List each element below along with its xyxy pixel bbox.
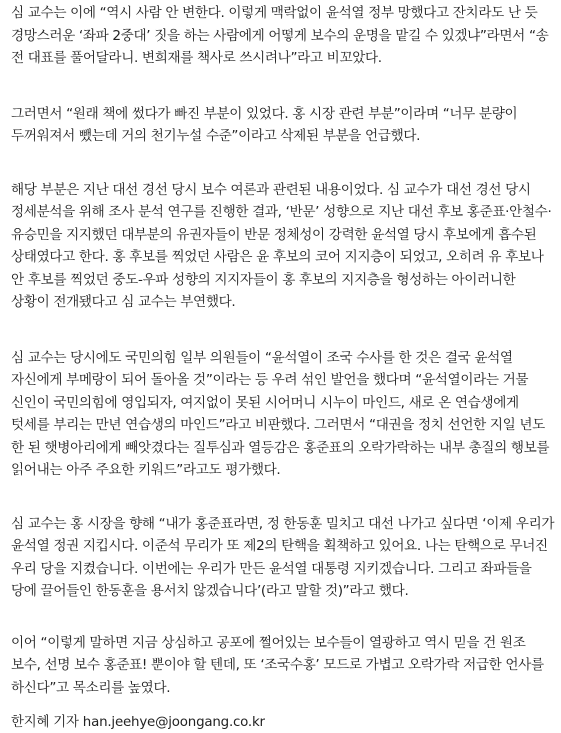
article-body <box>11 2 555 733</box>
reporter-name: 한지혜 기자 <box>11 715 79 730</box>
article-paragraph: 해당 부분은 지난 대선 경선 당시 보수 여론과 관련된 내용이었다. 심 교수가 대선 경선 당시 정세분석을 위해 조사 분석 연구를 진행한 결과, ‘반문’ 성향으로 지난 대선 후보 홍준표·안철수·유승민을 지지했던 대부분의 유권자들이 반문 정체성이 강력한 윤석열 당시 후보에게 흡수된 상태였다고 한다. 홍 후보를 찍었던 사람은 윤 후보의 코어 지지층이 되었고, 오히려 유 후보나 안 후보를 찍었던 중도-우파 성향의 지지자들이 홍 후보의 지지층을 형성하는 아이러니한 상황이 전개됐다고 심 교수는 부연했다. <box>11 181 552 310</box>
article-paragraph: 심 교수는 이에 “역시 사람 안 변한다. 이렇게 맥락없이 윤석열 정부 망했다고 잔치라도 난 듯 경망스러운 ‘좌파 2중대’ 짓을 하는 사람에게 어떻게 보수의 운명을 맡길 수 있겠냐”라면서 “송 전 대표를 풀어달라니. 변희재를 책사로 쓰시려나”라고 비꼬았다. <box>11 5 549 66</box>
article-paragraph: 이어 “이렇게 말하면 지금 상심하고 공포에 쩔어있는 보수들이 열광하고 역시 믿을 건 원조 보수, 선명 보수 홍준표! 뿐이야 할 텐데, 또 ‘조국수홍’ 모드로 가볍고 오락가락 저급한 언사를 하신다”고 목소리를 높였다. <box>11 634 544 696</box>
byline <box>11 713 555 733</box>
paragraph-spacer <box>11 603 555 632</box>
article-paragraph: 그러면서 “원래 책에 썼다가 빠진 부분이 있었다. 홍 시장 관련 부분”이라며 “너무 분량이 두꺼워져서 뺐는데 거의 천기누설 수준”이라고 삭제된 부분을 언급했다. <box>11 105 518 144</box>
article-paragraph: 심 교수는 당시에도 국민의힘 일부 의원들이 “윤석열이 조국 수사를 한 것은 결국 윤석열 자신에게 부메랑이 되어 돌아올 것”이라는 등 우려 섞인 발언을 했다며 “윤석열이라는 거물 신인이 국민의힘에 영입되자, 여지없이 못된 시어머니 시누이 마인드, 새로 온 연습생에게 텃세를 부리는 만년 연습생의 마인드”라고 비판했다. 그러면서 “대권을 정치 선언한 지일 년도 한 된 햇병아리에게 빼앗겼다는 질투심과 열등감은 홍준표의 오락가락하는 내부 총질의 행보를 읽어내는 아주 주요한 키워드”라고도 평가했다. <box>11 349 550 478</box>
paragraph-spacer <box>11 314 555 347</box>
paragraph-spacer <box>11 148 555 179</box>
paragraph-spacer <box>11 482 555 513</box>
reporter-email-link[interactable]: han.jeehye@joongang.co.kr <box>82 715 265 730</box>
paragraph-spacer <box>11 70 555 103</box>
article-paragraph: 심 교수는 홍 시장을 향해 “내가 홍준표라면, 정 한동훈 밀치고 대선 나가고 싶다면 ‘이제 우리가 윤석열 정권 지킵시다. 이준석 무리가 또 제2의 탄핵을 획책하고 있어요. 나는 탄핵으로 무너진 우리 당을 지켰습니다. 이번에는 우리가 만든 윤석열 대통령 지키겠습니다. 그리고 좌파들을 당에 끌어들인 한동훈을 용서치 않겠습니다’(라고 말할 것)”라고 했다. <box>11 515 555 599</box>
